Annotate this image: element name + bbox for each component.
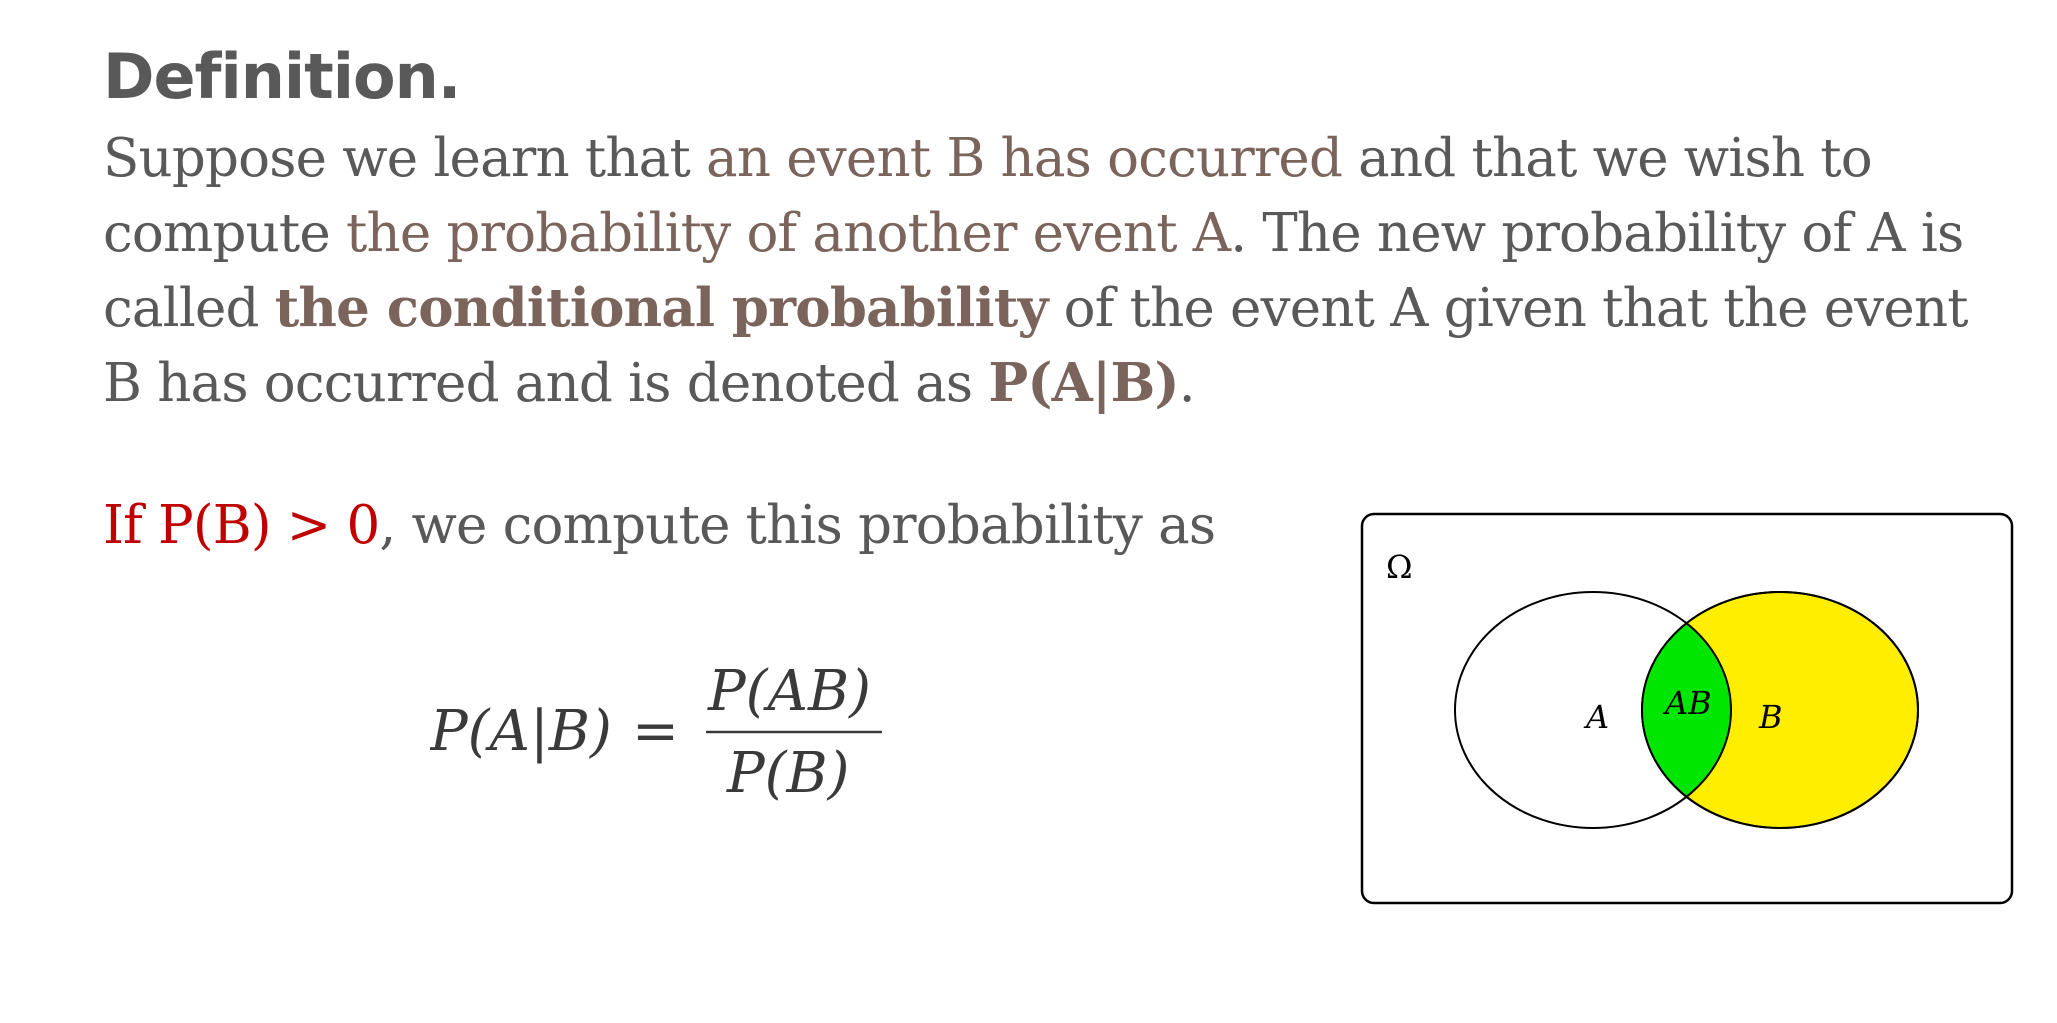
- condition-red-text: If P(B) > 0: [103, 495, 380, 556]
- formula-equals: =: [632, 699, 679, 764]
- formula-lhs: P(A|B): [430, 699, 612, 764]
- venn-diagram: [1360, 512, 2016, 907]
- set-b-label: B: [1759, 698, 1783, 736]
- omega-label: Ω: [1386, 548, 1413, 586]
- intersection-label: AB: [1665, 684, 1712, 722]
- highlight-event-a: the probability of another event A: [346, 203, 1231, 264]
- definition-text-2: and that we wish to compute: [103, 128, 1872, 264]
- definition-text-4: of the event A given that the event B has occurred and is denoted as: [103, 278, 1968, 414]
- definition-text-5: .: [1178, 353, 1195, 414]
- set-a-label: A: [1586, 698, 1610, 736]
- highlight-event-b: an event B has occurred: [706, 128, 1343, 189]
- condition-line: [103, 495, 1215, 556]
- definition-text-1: Suppose we learn that: [103, 128, 707, 189]
- formula-numerator: P(AB): [708, 659, 871, 724]
- term-conditional-probability: the conditional probability: [274, 277, 1048, 339]
- definition-text-3: . The new probability of A is called: [103, 203, 1964, 339]
- definition-paragraph: [103, 121, 2003, 421]
- notation-p-a-given-b: P(A|B): [988, 352, 1179, 414]
- formula-denominator: P(B): [727, 741, 850, 806]
- condition-rest-text: , we compute this probability as: [379, 495, 1216, 556]
- definition-heading: Definition.: [103, 40, 461, 113]
- conditional-probability-formula: [430, 650, 900, 810]
